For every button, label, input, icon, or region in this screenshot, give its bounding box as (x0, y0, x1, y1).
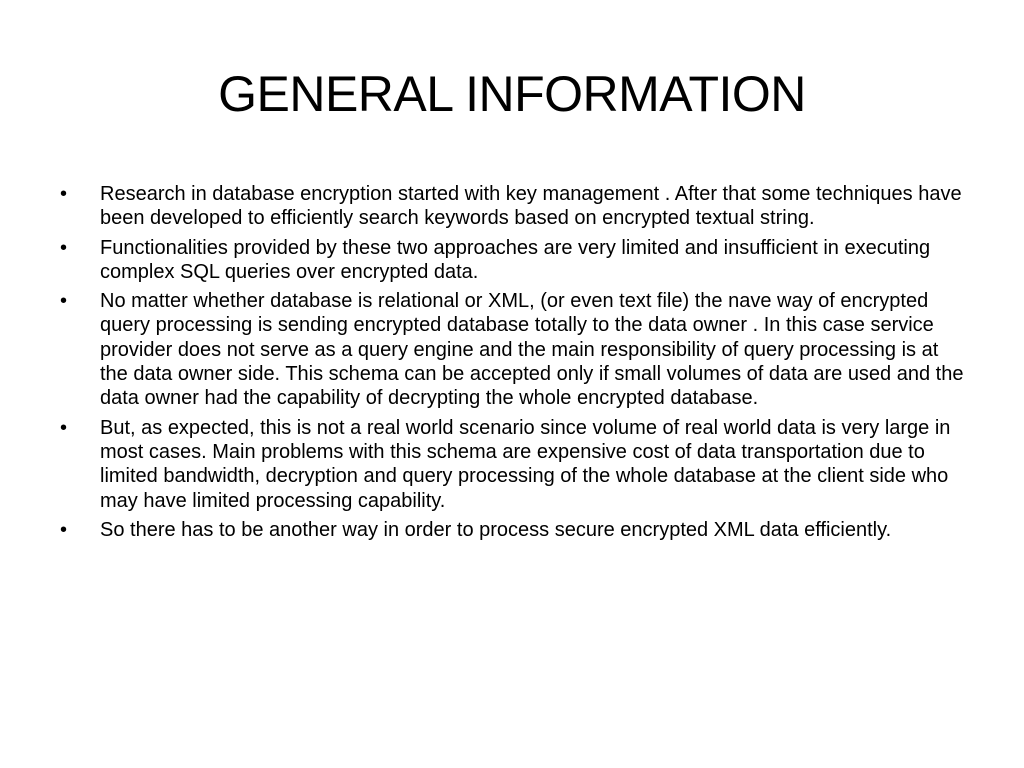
bullet-dot-icon: • (60, 183, 68, 205)
bullet-text: So there has to be another way in order to process secure encrypted XML data efficiently. (100, 518, 892, 541)
slide-title: GENERAL INFORMATION (218, 66, 806, 122)
bullet-dot-icon: • (60, 290, 68, 313)
bullet-dot-icon: • (60, 416, 68, 439)
bullet-item (58, 182, 968, 231)
bullet-dot-icon: • (60, 518, 68, 541)
bullet-item (58, 416, 968, 513)
bullet-text: Functionalities provided by these two approaches are very limited and insufficient in executing complex SQL queries over encrypted data. (100, 236, 931, 283)
bullet-item (58, 289, 968, 410)
bullet-text: Research in database encryption started with key management . After that some techniques have been developed to efficiently search keywords based on encrypted textual string. (100, 183, 962, 230)
bullet-text: No matter whether database is relational or XML, (or even text file) the nave way of encrypted query processing is sending encrypted database totally to the data owner . In this case service provider does not serve as a query engine and the main responsibility of query processing is at the data owner side. This schema can be accepted only if small volumes of data are used and the data owner had the capability of decrypting the whole encrypted database. (100, 290, 964, 410)
bullet-dot-icon: • (60, 236, 68, 259)
bullet-list (58, 182, 968, 547)
bullet-item (58, 518, 968, 542)
bullet-item (58, 236, 968, 285)
bullet-text: But, as expected, this is not a real world scenario since volume of real world data is very large in most cases. Main problems with this schema are expensive cost of data transportation due to limited bandwidth, decryption and query processing of the whole database at the client side who may have limited processing capability. (100, 416, 951, 512)
